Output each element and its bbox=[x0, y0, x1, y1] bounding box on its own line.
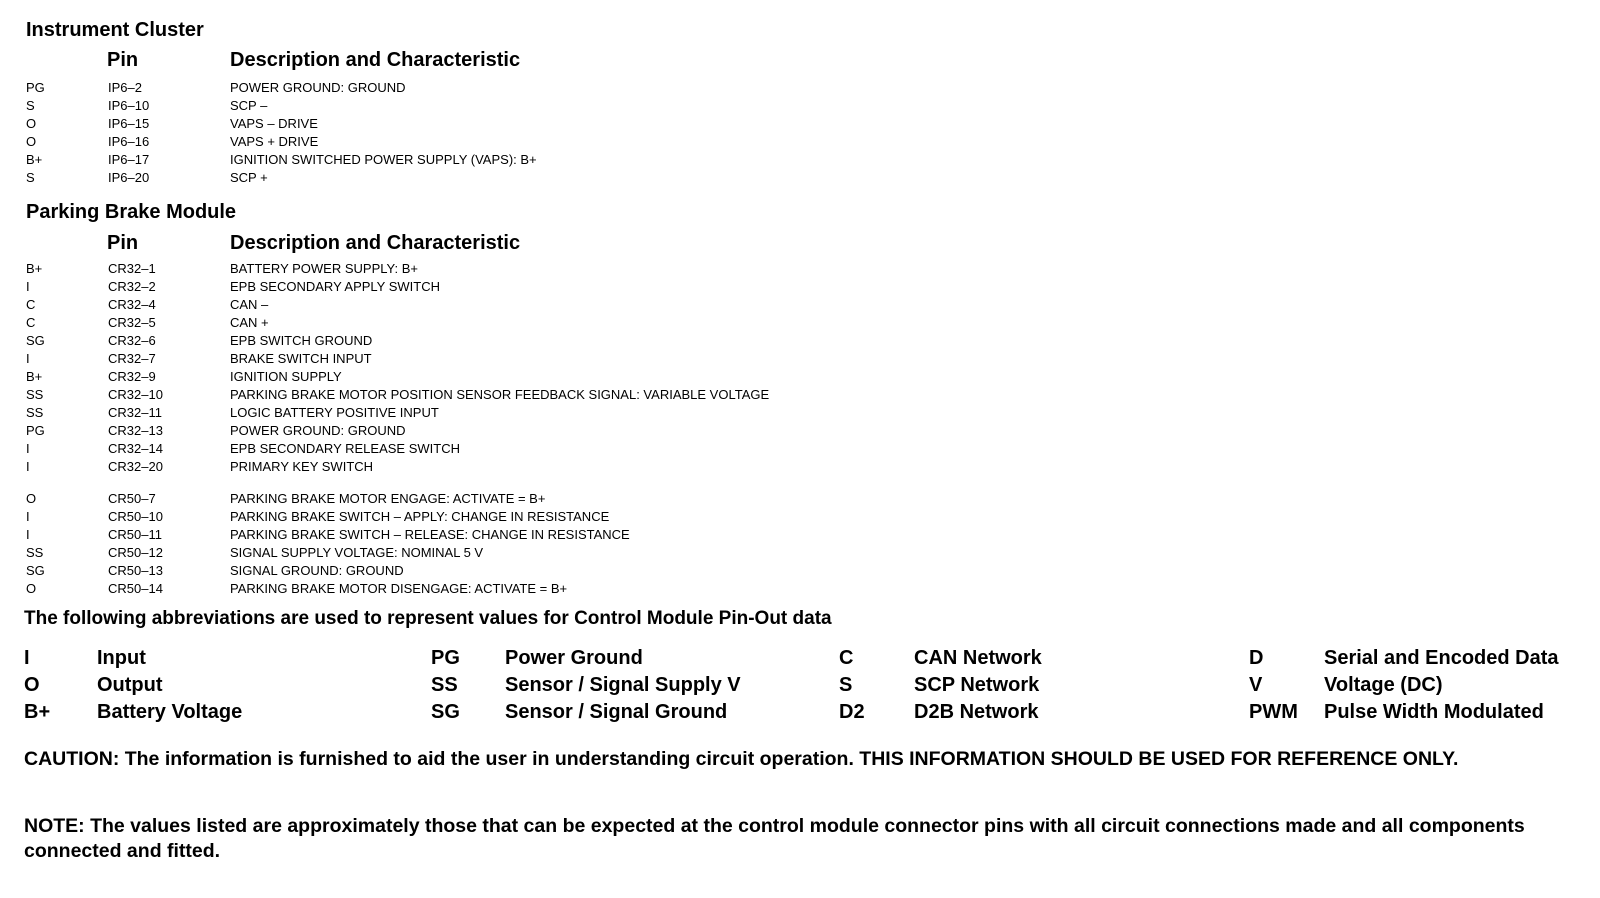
abbreviations-title: The following abbreviations are used to represent values for Control Module Pin-Out data bbox=[24, 608, 832, 629]
pin-description: SIGNAL SUPPLY VOLTAGE: NOMINAL 5 V bbox=[230, 545, 484, 560]
pin-code: I bbox=[26, 459, 30, 474]
abbreviation-meaning: Power Ground bbox=[505, 647, 643, 669]
abbreviation-row bbox=[24, 700, 1584, 727]
abbreviation-row bbox=[24, 646, 1584, 673]
pin-code: I bbox=[26, 351, 30, 366]
note-paragraph: NOTE: The values listed are approximately those that can be expected at the control module connector pins with all circuit connections made and all components connected and fitted. bbox=[24, 815, 1525, 862]
pin-row bbox=[26, 562, 1126, 580]
pin-row bbox=[26, 386, 1126, 404]
pin-description: POWER GROUND: GROUND bbox=[230, 80, 406, 95]
pin-id: CR32–1 bbox=[108, 261, 156, 276]
pin-code: I bbox=[26, 279, 30, 294]
pin-code: B+ bbox=[26, 152, 43, 167]
pin-code: SG bbox=[26, 563, 45, 578]
pin-code: I bbox=[26, 509, 30, 524]
caution-paragraph: CAUTION: The information is furnished to aid the user in understanding circuit operation. THIS INFORMATION SHOULD BE USED FOR REFERENCE ONLY. bbox=[24, 748, 1459, 770]
pin-id: CR32–6 bbox=[108, 333, 156, 348]
abbreviation-code: SS bbox=[431, 674, 458, 696]
parking-brake-table-cr50 bbox=[26, 490, 1126, 598]
pin-description: VAPS + DRIVE bbox=[230, 134, 319, 149]
pin-code: SS bbox=[26, 405, 44, 420]
pin-row bbox=[26, 97, 1126, 115]
pin-id: IP6–20 bbox=[108, 170, 150, 185]
pin-row bbox=[26, 133, 1126, 151]
pin-row bbox=[26, 151, 1126, 169]
instrument-cluster-pin-header: Pin bbox=[107, 49, 139, 71]
abbreviation-meaning: Serial and Encoded Data bbox=[1324, 647, 1559, 669]
abbreviation-meaning: Sensor / Signal Ground bbox=[505, 701, 728, 723]
abbreviations-legend bbox=[24, 646, 1584, 727]
pin-id: IP6–16 bbox=[108, 134, 150, 149]
pin-row bbox=[26, 260, 1126, 278]
abbreviation-meaning: SCP Network bbox=[914, 674, 1040, 696]
pin-code: SS bbox=[26, 387, 44, 402]
pin-row bbox=[26, 544, 1126, 562]
pin-row bbox=[26, 440, 1126, 458]
pin-row bbox=[26, 404, 1126, 422]
pin-code: SS bbox=[26, 545, 44, 560]
abbreviation-row bbox=[24, 673, 1584, 700]
pin-description: PARKING BRAKE MOTOR POSITION SENSOR FEEDBACK SIGNAL: VARIABLE VOLTAGE bbox=[230, 387, 770, 402]
pin-description: PARKING BRAKE SWITCH – RELEASE: CHANGE IN RESISTANCE bbox=[230, 527, 630, 542]
pin-description: IGNITION SWITCHED POWER SUPPLY (VAPS): B+ bbox=[230, 152, 537, 167]
pin-id: CR32–2 bbox=[108, 279, 156, 294]
pin-id: CR32–9 bbox=[108, 369, 156, 384]
pin-code: O bbox=[26, 116, 37, 131]
parking-brake-pin-header: Pin bbox=[107, 232, 139, 254]
pin-description: SCP – bbox=[230, 98, 268, 113]
abbreviation-meaning: Voltage (DC) bbox=[1324, 674, 1443, 696]
pin-code: O bbox=[26, 581, 37, 596]
pin-code: I bbox=[26, 441, 30, 456]
pin-id: IP6–2 bbox=[108, 80, 142, 95]
pin-id: CR32–5 bbox=[108, 315, 156, 330]
abbreviation-meaning: CAN Network bbox=[914, 647, 1042, 669]
pin-code: O bbox=[26, 491, 37, 506]
pin-id: CR32–10 bbox=[108, 387, 163, 402]
pin-id: IP6–15 bbox=[108, 116, 150, 131]
pin-id: CR32–20 bbox=[108, 459, 163, 474]
abbreviation-code: B+ bbox=[24, 701, 51, 723]
pin-code: C bbox=[26, 315, 36, 330]
abbreviation-code: I bbox=[24, 647, 30, 669]
abbreviation-code: PWM bbox=[1249, 701, 1298, 723]
abbreviation-code: S bbox=[839, 674, 853, 696]
pin-id: CR32–13 bbox=[108, 423, 163, 438]
pin-code: SG bbox=[26, 333, 45, 348]
pin-row bbox=[26, 490, 1126, 508]
pin-description: CAN – bbox=[230, 297, 269, 312]
pin-row bbox=[26, 508, 1126, 526]
pin-description: PARKING BRAKE MOTOR ENGAGE: ACTIVATE = B+ bbox=[230, 491, 546, 506]
abbreviation-meaning: Battery Voltage bbox=[97, 701, 243, 723]
pin-code: S bbox=[26, 170, 35, 185]
pin-id: IP6–17 bbox=[108, 152, 150, 167]
abbreviation-code: PG bbox=[431, 647, 460, 669]
pin-row bbox=[26, 79, 1126, 97]
pin-description: BATTERY POWER SUPPLY: B+ bbox=[230, 261, 418, 276]
pin-description: IGNITION SUPPLY bbox=[230, 369, 342, 384]
pin-row bbox=[26, 169, 1126, 187]
abbreviation-meaning: Output bbox=[97, 674, 163, 696]
pin-id: CR50–11 bbox=[108, 527, 162, 542]
pin-description: SIGNAL GROUND: GROUND bbox=[230, 563, 404, 578]
pin-id: CR50–7 bbox=[108, 491, 156, 506]
pin-code: C bbox=[26, 297, 36, 312]
pin-row bbox=[26, 115, 1126, 133]
pin-id: CR50–13 bbox=[108, 563, 163, 578]
pin-id: CR50–12 bbox=[108, 545, 163, 560]
pin-code: O bbox=[26, 134, 37, 149]
abbreviation-meaning: D2B Network bbox=[914, 701, 1039, 723]
pin-description: EPB SWITCH GROUND bbox=[230, 333, 373, 348]
abbreviation-code: C bbox=[839, 647, 854, 669]
pin-row bbox=[26, 422, 1126, 440]
pin-description: VAPS – DRIVE bbox=[230, 116, 318, 131]
pin-row bbox=[26, 350, 1126, 368]
pin-row bbox=[26, 580, 1126, 598]
pin-description: PARKING BRAKE MOTOR DISENGAGE: ACTIVATE = B+ bbox=[230, 581, 568, 596]
parking-brake-title: Parking Brake Module bbox=[26, 201, 237, 223]
abbreviation-meaning: Input bbox=[97, 647, 146, 669]
pin-description: EPB SECONDARY APPLY SWITCH bbox=[230, 279, 440, 294]
abbreviation-code: D bbox=[1249, 647, 1264, 669]
pin-row bbox=[26, 526, 1126, 544]
pin-id: CR50–14 bbox=[108, 581, 163, 596]
pin-code: I bbox=[26, 527, 30, 542]
pin-description: PARKING BRAKE SWITCH – APPLY: CHANGE IN RESISTANCE bbox=[230, 509, 610, 524]
pin-code: PG bbox=[26, 423, 45, 438]
pin-row bbox=[26, 314, 1126, 332]
pin-description: EPB SECONDARY RELEASE SWITCH bbox=[230, 441, 460, 456]
instrument-cluster-table bbox=[26, 79, 1126, 187]
pin-id: CR32–11 bbox=[108, 405, 162, 420]
pin-description: LOGIC BATTERY POSITIVE INPUT bbox=[230, 405, 439, 420]
pin-id: CR32–7 bbox=[108, 351, 156, 366]
abbreviation-meaning: Pulse Width Modulated bbox=[1324, 701, 1544, 723]
pin-description: PRIMARY KEY SWITCH bbox=[230, 459, 374, 474]
pin-row bbox=[26, 296, 1126, 314]
pin-code: B+ bbox=[26, 261, 43, 276]
pin-id: CR32–4 bbox=[108, 297, 156, 312]
pin-row bbox=[26, 332, 1126, 350]
abbreviation-code: O bbox=[24, 674, 40, 696]
pin-description: SCP + bbox=[230, 170, 268, 185]
pin-id: CR32–14 bbox=[108, 441, 163, 456]
pin-description: CAN + bbox=[230, 315, 269, 330]
pin-description: BRAKE SWITCH INPUT bbox=[230, 351, 372, 366]
instrument-cluster-desc-header: Description and Characteristic bbox=[230, 49, 521, 71]
abbreviation-meaning: Sensor / Signal Supply V bbox=[505, 674, 741, 696]
pin-code: S bbox=[26, 98, 35, 113]
pin-id: IP6–10 bbox=[108, 98, 150, 113]
pin-row bbox=[26, 458, 1126, 476]
parking-brake-desc-header: Description and Characteristic bbox=[230, 232, 521, 254]
abbreviation-code: D2 bbox=[839, 701, 865, 723]
pin-code: PG bbox=[26, 80, 45, 95]
parking-brake-table-cr32 bbox=[26, 260, 1126, 476]
pin-row bbox=[26, 368, 1126, 386]
abbreviation-code: SG bbox=[431, 701, 460, 723]
abbreviation-code: V bbox=[1249, 674, 1263, 696]
pin-id: CR50–10 bbox=[108, 509, 163, 524]
pin-description: POWER GROUND: GROUND bbox=[230, 423, 406, 438]
pin-row bbox=[26, 278, 1126, 296]
instrument-cluster-title: Instrument Cluster bbox=[26, 19, 204, 41]
pin-code: B+ bbox=[26, 369, 43, 384]
